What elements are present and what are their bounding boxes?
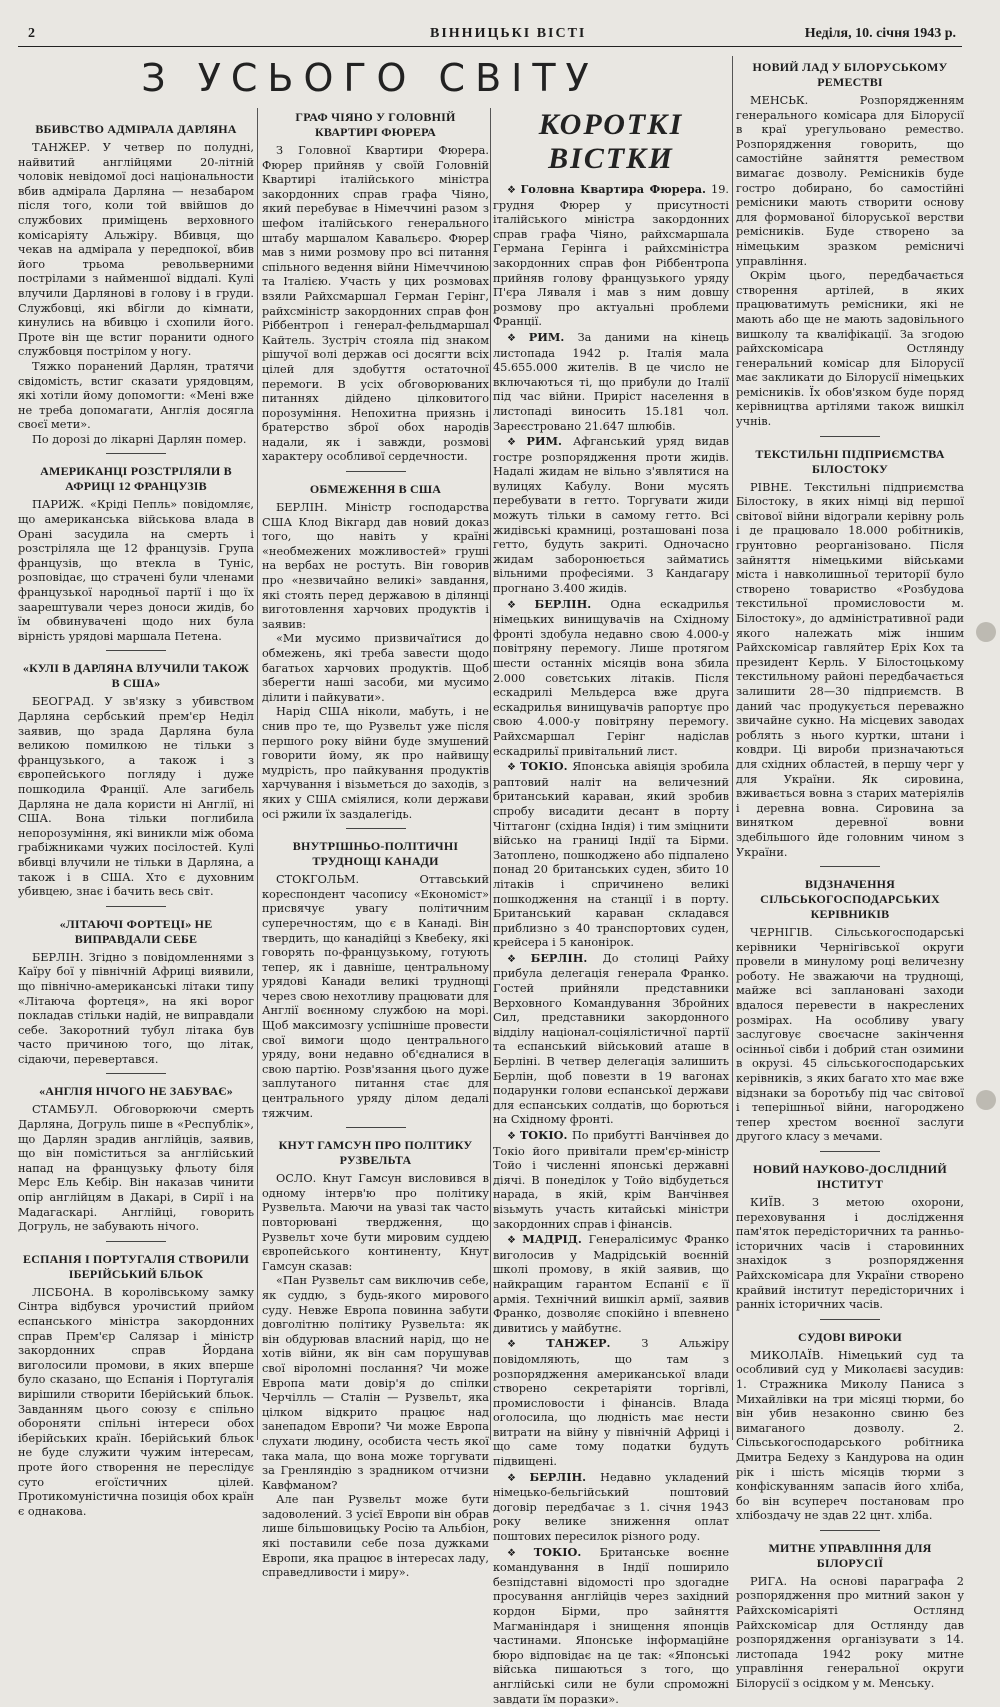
page-number: 2 — [28, 26, 35, 41]
bullet-icon: ❖ — [507, 1472, 527, 1484]
article — [18, 1252, 254, 1520]
bullet-icon: ❖ — [507, 762, 517, 774]
article-paragraph: ОСЛО. Кнут Гамсун висловився в одному інтерв'ю про політику Рузвельта. Маючи на увазі так часто повторювані твердження, що Рузвельт хоче бути мировим суддею європейського континенту, Кнут Гамсун сказав: — [262, 1172, 489, 1273]
article-headline: ТЕКСТИЛЬНІ ПІДПРИЄМСТВА БІЛОСТОКУ — [755, 446, 945, 476]
column-2 — [262, 106, 489, 1580]
article-paragraph: ЧЕРНІГІВ. Сільськогосподарські керівники Чернігівської округи провели в минулому році величезну роботу. Не зважаючи на труднощі, майже всі заплановані заходи вдалося перевести в накреслених розмірах. На особливу увагу заслуговує своєчасне закінчення осінньої сівби і добрий стан озимини в окрузі. 45 сільськогосподарських керівників, з яких багато хто має вже відзнаки за боротьбу під час світової і теперішньої війни, нагороджено тепер хрестом воєнної заслуги другого класу з мечами. — [736, 926, 964, 1144]
bullet-icon: ❖ — [507, 437, 524, 449]
article-separator — [106, 453, 166, 454]
bulletin-dateline: РИМ. — [526, 434, 562, 449]
article-headline: КНУТ ГАМСУН ПРО ПОЛІТИКУ РУЗВЕЛЬТА — [278, 1138, 473, 1168]
article-headline: НОВИЙ НАУКОВО-ДОСЛІДНИЙ ІНСТИТУТ — [753, 1162, 947, 1191]
bulletin-dateline: МАДРІД. — [522, 1232, 582, 1247]
article-paragraph: ПАРИЖ. «Кріді Пепль» повідомляє, що американська військова влада в Орані засудила на смерть і розстріляла ще 12 французів. Група французів, що втекла в Туніс, розповідає, що страчені були членами французької народньої партії і що їх заарештували через доноси жидів, бо їм обвинувачені щодо них була вірність урядові маршала Петена. — [18, 498, 254, 643]
article — [18, 661, 254, 906]
article — [493, 108, 729, 1707]
article-body — [262, 873, 489, 1121]
article-headline: «КУЛІ В ДАРЛЯНА ВЛУЧИЛИ ТАКОЖ В США» — [22, 661, 250, 691]
news-bulletin — [493, 1470, 729, 1545]
article-separator — [346, 828, 406, 829]
article-paragraph: ЛІСБОНА. В королівському замку Сінтра відбувся урочистий прийом еспанського міністра закордонних справ Прем'єр Салязар і міністр закордонних справ Йордана виголосили промови, в яких вперше було сказано, що Еспанія і Португалія вирішили створити Іберійський бльок. Завданням цього союзу є спільно обороняти спільні інтереси обох іберійських країн. Іберійський бльок не буде служити чужим інтересам, проте його створення не переслідує суто егоїстичних цілей. Протикомуністична позиція обох країн є однакова. — [18, 1285, 254, 1518]
bulletin-dateline: ТАНЖЕР. — [546, 1336, 611, 1351]
article-body — [18, 695, 254, 899]
article — [736, 1162, 964, 1320]
article-separator — [346, 1127, 406, 1128]
issue-date: Неділя, 10. січня 1943 р. — [804, 26, 956, 41]
article-separator — [106, 1073, 166, 1074]
news-bulletin — [493, 1128, 729, 1232]
article-separator — [820, 866, 880, 867]
article-separator — [106, 1241, 166, 1242]
article-headline: НОВИЙ ЛАД У БІЛОРУСЬКОМУ РЕМЕСТВІ — [752, 60, 948, 89]
bulletin-dateline: ТОКІО. — [533, 1544, 582, 1559]
article — [736, 447, 964, 867]
article-headline: ОБМЕЖЕННЯ В США — [309, 482, 442, 497]
article — [18, 1084, 254, 1241]
article-separator — [106, 906, 166, 907]
article-paragraph: БЕРЛІН. Міністр господарства США Клод Вікгард дав новий доказ того, що навіть у країні «необмежених можливостей» груші на вербах не ростуть. Він говорив про «незвичайно великі» завдання, які стоять перед державою в ділянці виготовлення харчових продуктів і заявив: — [262, 501, 489, 631]
article-body — [736, 926, 964, 1145]
bullet-icon: ❖ — [507, 185, 518, 196]
article — [18, 917, 254, 1075]
bulletin-dateline: ТОКІО. — [519, 1128, 568, 1142]
article-headline: ВІДЗНАЧЕННЯ СІЛЬСЬКОГОСПОДАРСЬКИХ КЕРІВНИКІВ — [760, 877, 940, 922]
article-body — [262, 501, 489, 822]
article-body — [262, 1172, 489, 1581]
article-body — [736, 1349, 964, 1524]
bullet-icon: ❖ — [507, 599, 532, 611]
bulletin-dateline: РИМ. — [528, 329, 565, 344]
bullet-icon: ❖ — [507, 953, 528, 965]
article — [262, 839, 489, 1128]
news-bulletin — [493, 597, 729, 760]
bullet-icon: ❖ — [507, 1131, 517, 1142]
article-headline: «АНГЛІЯ НІЧОГО НЕ ЗАБУВАЄ» — [39, 1084, 233, 1099]
article-headline: ВНУТРІШНЬО-ПОЛІТИЧНІ ТРУДНОЩІ КАНАДИ — [292, 839, 459, 869]
newspaper-name: ВІННИЦЬКІ ВІСТІ — [430, 26, 587, 41]
article-paragraph: Тяжко поранений Дарлян, тратячи свідомість, встиг сказати урядовцям, які хотіли йому допомогти: «Мені вже не треба допомагати, Англія досягла своєї мети». — [18, 359, 254, 432]
bulletin-text: Британське воєнне командування в Індії поширило безпідставні відомості про здогадне просування англійців через західний кордон Бірми, про зайняття Магманіндаря і знищення японців частинами. Японське інформаційне бюро відповідає на це так: «Японські війська пишаються з того, що англійські сили не були спроможні завдати їм поразки». — [493, 1545, 730, 1706]
bulletin-text: Одна ескадрилья німецьких винищувачів на Східному фронті здобула недавно свою 4.000-у повітряну перемогу. Лише протягом шести останніх місяців вона збила 2.000 совєтських літаків. Після ескадрилі Мельдерса вже друга ескадрилья винищувачів рапортує про свою 4.000-у повітряну перемогу. Райхсмаршал Герінг надіслав ескадрильї привітальний лист. — [493, 597, 729, 758]
masthead — [20, 26, 980, 46]
article — [736, 1330, 964, 1531]
bullet-icon: ❖ — [507, 1235, 520, 1247]
bulletin-dateline: ТОКІО. — [520, 759, 568, 774]
news-bulletin — [493, 951, 729, 1128]
binding-hole — [976, 622, 996, 642]
bullet-icon: ❖ — [507, 1547, 531, 1559]
column-divider — [732, 56, 733, 1440]
article — [736, 60, 964, 437]
article-paragraph: СТОКГОЛЬМ. Оттавський кореспондент часопису «Економіст» присвячує увагу політичним суперечностям, що є в Канаді. Він твердить, що канадійці з Квебеку, які говорять по-французькому, готують тепер, як і давніше, центральному урядові Канади великі труднощі через свою нехотливу працювати для Англії воєнному службою на морі. Щоб максимозгу успішніше провести свої вимоги щодо центрального уряду, вони недавно об'єдналися в свою партію. Розв'язання цього дуже заплутаного питання стає для центрального уряду ділом дедалі тяжчим. — [262, 873, 489, 1120]
bulletin-text: Недавно укладений німецько-бельгійський поштовий договір передбачає з 1. січня 1943 року велике зниження оплат поштових пересилок різного роду. — [493, 1470, 730, 1544]
bulletin-text: За даними на кінець листопада 1942 р. Італія мала 45.655.000 жителів. В це число не включаються ті, що прибули до Італії під час війни. Приріст населення в листопаді виносить 15.181 чол. Зареєстровано 21.647 шлюбів. — [493, 330, 730, 433]
article-body — [18, 498, 254, 644]
article-paragraph: МЕНСЬК. Розпорядженням генерального комісара для Білорусії в краї урегульовано ремество. Розпорядження говорить, що самостійне зайняття ремеством вимагає дозволу. Ремісників буде гостро добирано, бо самостійні ремісники мають створити основу для формованої білоруської верстви ремісників. Буде створено за німецьким зразком ремісничі управління. — [736, 94, 964, 268]
article — [18, 122, 254, 454]
column-4 — [736, 56, 964, 1691]
article-paragraph: «Пан Рузвельт сам виключив себе, як суддю, з будь-якого мирового суду. Невже Европа повинна забути довголітню політику Рузвельта: як він обдурював власний нарід, що не хотів війни, як він сам порушував свої віроломні послання? Чи може Европа мати довір'я до спілки Черчілль — Сталін — Рузвельт, яка цілком відкрито працює над занепадом Европи? Чи може Европа слухати людину, особиста честь якої така мала, що вона може торгувати за Гренляндію з зрадником отчизни Кавфманом? — [262, 1274, 489, 1492]
article-paragraph: ТАНЖЕР. У четвер по полудні, найвитий англійцями 20-літній чоловік невідомої досі національности вбив адмірала Дарляна — незабаром після того, коли той ввійшов до службових приміщень верховного комісаріяту Альжіру. Вбивця, що чекав на адмірала у передпокої, вбив його трьома револьверними пострілами з найменшої віддалі. Кулі влучили Дарлянові в голову і в груди. Службовці, які вбігли до кімнати, кинулись на вбивцю і схопили його. Проте він ще встиг поранити одного службовця пострілом у ногу. — [18, 141, 254, 359]
bulletin-text: Афганський уряд видав гостре розпорядження проти жидів. Надалі жидам не вільно з'являтися на вулицях Кабулу. Вони мусять перебувати в гетто. Торгувати жиди можуть тільки в самому гетто. Всі жидівські крамниці, розташовані поза гетто, будуть закриті. Одночасно жидам заборонюється займатись вільними професіями. З Кандагару прогнано 3.400 жидів. — [493, 435, 729, 596]
column-divider — [490, 108, 491, 1440]
article-separator — [820, 1319, 880, 1320]
article-paragraph: МИКОЛАЇВ. Німецький суд та особливий суд у Миколаєві засудив: 1. Стражника Миколу Паниса з Михайлівки на три місяці тюрми, бо він убив незаконно свиню без вимаганого дозволу. 2. Сільськогосподарського робітника Дмитра Бедеху з Кандурова на один рік і шість місяців тюрми з конфіскуванням запасів його хліба, бо він всупереч постановам про хлібоздачу не здав 22 цнт. хліба. — [736, 1348, 964, 1523]
article-body — [736, 1196, 964, 1313]
bulletin-text: Японська авіяція зробила раптовий наліт на величезний британський караван, який зробив спробу висадити десант в порту Чіттагонг (східна Індія) і тим зміцнити військо на границі Індії та Бірми. Затоплено, пошкоджено або підпалено понад 20 британських суден, збито 10 літаків і спричинено великі пошкодження на станції і в порту. Британський караван складався приблизно з 40 транспортових суден, крейсера і 5 канонірок. — [493, 760, 729, 950]
article-paragraph: РІВНЕ. Текстильні підприємства Білостоку, в яких німці від першої світової війни відограли керівну роль і де працювало 18.000 робітників, грунтовно реорганізовано. Після зайняття німецькими військами міста і навколишньої території було створено товариство «Розбудова текстильної промисловости м. Білостоку», до адміністративної ради якого належать між іншим Райхскомісар гавляйтер Еріх Кох та президент Керль. У Білостоцькому текстильному районі передбачається залишити 28—30 підприємств. В даний час продукується переважно звичайне сукно. На місцевих заводах роблять з нього куртки, штани і ковдри. Ці вироби призначаються для східних областей, в першу черг у для України. Як сировина, вживається вовна з старих матеріялів і деревна вовна. Сировина за винятком деревної вовни здебільшого йде головним чином з України. — [736, 480, 964, 859]
article-headline: «ЛІТАЮЧІ ФОРТЕЦІ» НЕ ВИПРАВДАЛИ СЕБЕ — [59, 916, 213, 946]
article-separator — [820, 436, 880, 437]
article — [262, 110, 489, 472]
article-paragraph: З Головної Квартири Фюрера. Фюрер прийняв у своїй Головній Квартирі італійського міністра закордонних справ графа Чіяно, який перебуває в Німеччині разом з шефом італійського генерального штабу маршалом Кавальєро. Фюрер мав з ними розмову про всі питання спільного ведення війни Німеччиною та Італією. Участь у цих розмовах взяли Райхсмаршал Герман Герінг, райхсміністр закордонних справ фон Ріббентроп і генерал-фельдмаршал Кайтель. Зустріч стояла під знаком рішучої волі держав осі досягти всіх цілей для здобуття остаточної перемоги. В усіх обговорюваних питаннях дійдено цілковитого порозуміння. Непохитна приязнь і братерство зброї обох народів надали, як і завжди, розмові характеру особливої сердечности. — [262, 144, 489, 464]
article-body — [736, 1575, 964, 1692]
article-headline: ЕСПАНІЯ І ПОРТУГАЛІЯ СТВОРИЛИ ІБЕРІЙСЬКИЙ БЛЬОК — [23, 1251, 249, 1281]
article-separator — [346, 471, 406, 472]
article-body — [262, 144, 489, 465]
column-divider — [257, 108, 258, 1440]
news-bulletin — [493, 759, 729, 951]
article — [736, 1541, 964, 1692]
article-separator — [820, 1530, 880, 1531]
article — [18, 464, 254, 651]
article-headline: ГРАФ ЧІЯНО У ГОЛОВНІЙ КВАРТИРІ ФЮРЕРА — [295, 110, 456, 139]
article-paragraph: БЕОГРАД. У зв'язку з убивством Дарляна сербський прем'єр Неділ заявив, що зрада Дарляна була великою помилкою не тільки з французького, а також і з європейського погляду і дуже пошкодила Франції. Але загибель Дарляна не дала користи ні Англії, ні США. Вона тільки поглибила непорозуміння, які виникли між обома грабіжниками чужих посілостей. Кулі вбивці влучили не тільки в Дарляна, а також і в США. Хто є духовним убивцею, знає і бачить весь світ. — [18, 695, 254, 899]
article-paragraph: «Ми мусимо призвичаїтися до обмежень, які треба завести щодо багатьох харчових продуктів. Щоб зберегти наші засоби, ми мусимо ділити і пайкувати». — [262, 632, 489, 704]
article-body — [18, 141, 254, 447]
article-paragraph: БЕРЛІН. Згідно з повідомленнями з Каїру бої у північній Африці виявили, що північно-американські літаки типу «Літаюча фортеця», на які ворог покладав стільки надій, не виправдали себе. Закоротний тубул літака був часто причиною того, що літак, сідаючи, перевертався. — [18, 950, 254, 1066]
article-body — [18, 1103, 254, 1234]
news-bulletin — [493, 182, 729, 330]
bulletin-text: До столиці Райху прибула делегація генерала Франко. Гостей прийняли представники Верховного Командування Збройних Сил, представники закордонного відділу націонал-соціялістичної партії та еспанський військовий аташе в Берліні. В четвер делегація залишить Берлін, щоб повезти в 19 вагонах подарунки голови еспанської держави для еспанських солдатів, що борються на Східному фронті. — [493, 951, 730, 1127]
article-body — [18, 1286, 254, 1520]
news-bulletin — [493, 1336, 729, 1469]
article-paragraph: По дорозі до лікарні Дарлян помер. — [32, 432, 247, 446]
bulletin-dateline: БЕРЛІН. — [534, 596, 592, 611]
bullet-icon: ❖ — [507, 332, 526, 344]
masthead-rule — [18, 46, 962, 47]
bulletin-text: Генералісимус Франко виголосив у Мадрідській воєнній школі промову, в якій заявив, що найкращим гарантом Еспанії є її армія. Технічний вишкіл армії, заявив Франко, дозволяє спокійно і впевнено дивитись у майбутнє. — [493, 1233, 729, 1335]
article-headline: КОРОТКІ ВІСТКИ — [538, 108, 684, 175]
bulletin-text: 19. грудня Фюрер у присутності італійського міністра закордонних справ графа Чіяно, райхсмаршала Германа Герінга і райхсміністра закордонних справ фон Ріббентропа прийняв голову французького уряду П'єра Ляваля і мав з ним довшу розмову про актуальні проблеми Франції. — [493, 183, 730, 329]
article-paragraph: РИГА. На основі параграфа 2 розпорядження про митний закон у Райхскомісаріяті Остлянд Райхскомісар для Остлянду дав розпорядження організувати з 14. листопада 1942 року митне управління генеральної округи Білорусії з осідком у м. Менську. — [736, 1574, 964, 1691]
article-paragraph: Нарід США ніколи, мабуть, і не снив про те, що Рузвельт уже після першого року війни буде змушений говорити йому, як про найвищу мудрість, про пайкування продуктів харчування і візьметься до заходів, з яких у США сміялися, коли держави осі ржили їх заздалегідь. — [262, 705, 489, 821]
article-headline: СУДОВІ ВИРОКИ — [798, 1329, 902, 1344]
article — [262, 482, 489, 829]
article-paragraph: Окрім цього, передбачається створення артілей, в яких працюватимуть ремісники, які не мають або ще не мають задовільного вишколу та кваліфікації. За згодою райхскомісара Остлянду генеральний комісар для Білорусії має закликати до Білорусії німецьких ремісників. Їх обов'язком буде поряд керівництва артілями також вишкіл учнів. — [736, 269, 964, 429]
bullet-icon: ❖ — [507, 1339, 544, 1351]
article-paragraph: КИЇВ. З метою охорони, переховування і дослідження пам'яток передісторичних та ранньо-історичних часів і старовинних знахідок з розпорядження Райхскомісара для України створено крайвий інститут передісторичних і ранніх історичних часів. — [736, 1196, 964, 1312]
article-headline: МИТНЕ УПРАВЛІННЯ ДЛЯ БІЛОРУСІЇ — [768, 1540, 932, 1570]
article-headline: ВБИВСТВО АДМІРАЛА ДАРЛЯНА — [35, 122, 237, 136]
article-body — [736, 94, 964, 430]
article-body — [736, 481, 964, 860]
news-bulletin — [493, 1545, 729, 1707]
article — [736, 877, 964, 1152]
article-paragraph: Але пан Рузвельт може бути задоволений. З усієї Европи він обрав лише більшовицьку Росію та Альбіон, які поставили себе поза дужками Европи, яка працює в інтересах ладу, справедливости і миру». — [262, 1493, 489, 1580]
article-separator — [106, 650, 166, 651]
article-headline: АМЕРИКАНЦІ РОЗСТРІЛЯЛИ В АФРИЦІ 12 ФРАНЦУЗІВ — [40, 464, 232, 494]
binding-hole — [976, 1090, 996, 1110]
column-3 — [493, 108, 730, 1706]
article-separator — [820, 1151, 880, 1152]
bulletin-dateline: БЕРЛІН. — [530, 950, 588, 965]
article-paragraph: СТАМБУЛ. Обговорюючи смерть Дарляна, Догруль пише в «Республік», що Дарлян зрадив англійців, заявив, що він поміститься за англійський напад на французьку фльоту біля Мерс Ель Кебір. Він наказав чинити опір англійцям в Дакарі, в Сирії і на Мадагаскарі. Англійці, говорить Догруль, не забувають нічого. — [18, 1103, 254, 1234]
section-title: З УСЬОГО СВІТУ — [141, 56, 599, 100]
news-bulletin — [493, 330, 729, 434]
bulletin-dateline: БЕРЛІН. — [529, 1469, 587, 1484]
column-1 — [18, 118, 254, 1518]
news-bulletin — [493, 434, 729, 597]
news-bulletin — [493, 1232, 729, 1336]
article — [262, 1138, 489, 1581]
article-body — [493, 182, 729, 1707]
article-body — [18, 951, 254, 1068]
bulletin-text: По прибутті Ванчінвея до Токіо його привітали прем'єр-міністр Тойо і численні японські державні діячі. В понеділок у Тойо відбудеться нарада, в якій, крім Ванчінвея візьмуть участь китайські міністри закордонних справ і фінансів. — [493, 1129, 729, 1231]
bulletin-dateline: Головна Квартира Фюрера. — [520, 182, 706, 196]
bulletin-text: З Альжіру повідомляють, що там з розпорядження американської влади створено секретаріяти торгівлі, промисловости і фінансів. Влада оголосила, що людність має нести витрати на війну у північній Африці і що саме тому податки будуть підвищені. — [493, 1337, 729, 1469]
